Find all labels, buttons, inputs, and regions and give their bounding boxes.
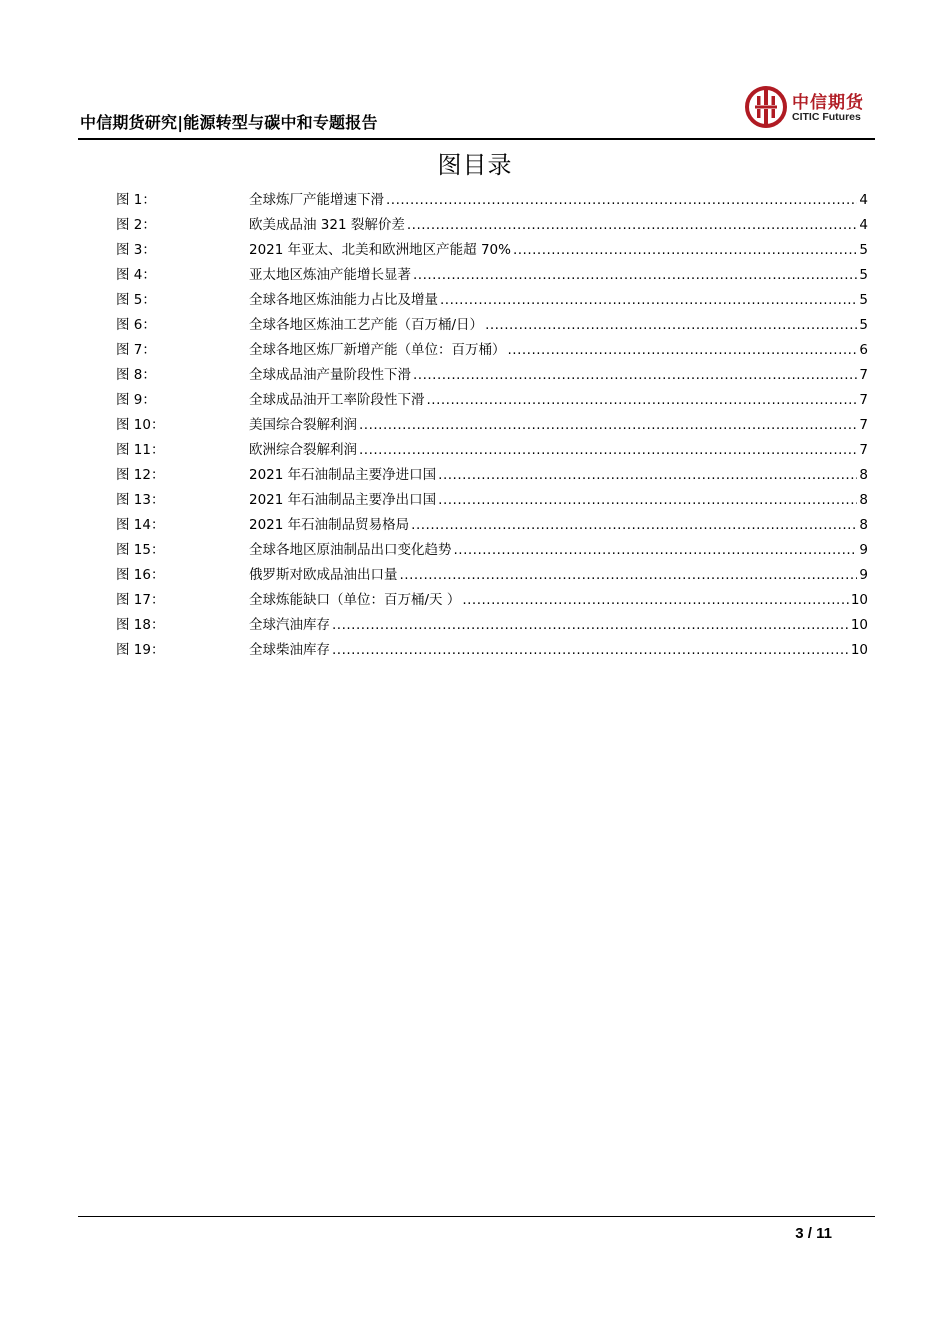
toc-entry-page: 5: [859, 292, 868, 308]
toc-entry-label: 图 6：: [116, 317, 156, 333]
toc-dot-leader: [400, 563, 858, 588]
toc-dot-leader: [413, 363, 857, 388]
toc-dot-leader: [386, 188, 857, 213]
logo-english-name: CITIC Futures: [792, 111, 861, 123]
toc-entry[interactable]: [116, 213, 868, 238]
toc-entry-page: 8: [859, 492, 868, 508]
toc-entry-label: 图 16：: [116, 567, 165, 583]
toc-entry-page: 4: [859, 217, 868, 233]
toc-entry-page: 8: [859, 517, 868, 533]
toc-entry-title[interactable]: 2021 年石油制品主要净出口国: [249, 492, 437, 508]
toc-entry[interactable]: [116, 238, 868, 263]
toc-dot-leader: [332, 638, 849, 663]
toc-dot-leader: [438, 463, 857, 488]
toc-entry-label: 图 2：: [116, 217, 156, 233]
toc-dot-leader: [440, 288, 857, 313]
toc-entry-title[interactable]: 全球各地区炼油能力占比及增量: [249, 292, 438, 308]
toc-entry-title[interactable]: 俄罗斯对欧成品油出口量: [249, 567, 398, 583]
toc-entry-page: 5: [859, 267, 868, 283]
toc-entry[interactable]: [116, 338, 868, 363]
toc-entry[interactable]: [116, 638, 868, 663]
toc-dot-leader: [359, 413, 857, 438]
citic-futures-logo: [745, 86, 875, 130]
toc-entry-label: 图 5：: [116, 292, 156, 308]
toc-entry-page: 7: [859, 442, 868, 458]
page-number: 3 / 11: [795, 1225, 832, 1242]
toc-entry[interactable]: [116, 313, 868, 338]
toc-dot-leader: [411, 513, 857, 538]
toc-entry[interactable]: [116, 363, 868, 388]
toc-entry-page: 10: [850, 592, 868, 608]
toc-entry[interactable]: [116, 538, 868, 563]
toc-entry-label: 图 9：: [116, 392, 156, 408]
toc-entry-page: 6: [859, 342, 868, 358]
page-header: [78, 80, 875, 140]
toc-dot-leader: [438, 488, 857, 513]
toc-entry-label: 图 15：: [116, 542, 165, 558]
toc-dot-leader: [407, 213, 858, 238]
toc-entry-label: 图 10：: [116, 417, 165, 433]
toc-entry[interactable]: [116, 563, 868, 588]
toc-entry-title[interactable]: 全球成品油开工率阶段性下滑: [249, 392, 425, 408]
figure-list: [116, 188, 868, 663]
toc-entry[interactable]: [116, 413, 868, 438]
toc-entry-page: 10: [850, 617, 868, 633]
toc-dot-leader: [427, 388, 858, 413]
toc-entry[interactable]: [116, 388, 868, 413]
toc-entry-title[interactable]: 全球炼能缺口（单位：百万桶/天 ）: [249, 592, 461, 608]
toc-dot-leader: [332, 613, 849, 638]
toc-dot-leader: [413, 263, 857, 288]
toc-entry-title[interactable]: 2021 年亚太、北美和欧洲地区产能超 70%: [249, 242, 511, 258]
toc-dot-leader: [513, 238, 857, 263]
toc-entry-page: 7: [859, 417, 868, 433]
toc-entry-page: 7: [859, 367, 868, 383]
toc-entry-title[interactable]: 欧洲综合裂解利润: [249, 442, 357, 458]
toc-entry-label: 图 11：: [116, 442, 165, 458]
toc-entry[interactable]: [116, 613, 868, 638]
toc-entry-label: 图 14：: [116, 517, 165, 533]
toc-entry-page: 9: [859, 542, 868, 558]
toc-entry-page: 9: [859, 567, 868, 583]
toc-entry-title[interactable]: 全球炼厂产能增速下滑: [249, 192, 384, 208]
toc-entry-title[interactable]: 全球柴油库存: [249, 642, 330, 658]
toc-entry-title[interactable]: 全球汽油库存: [249, 617, 330, 633]
logo-chinese-name: 中信期货: [792, 93, 864, 113]
report-title: 中信期货研究|能源转型与碳中和专题报告: [80, 113, 378, 132]
toc-entry-title[interactable]: 全球各地区原油制品出口变化趋势: [249, 542, 452, 558]
toc-entry-label: 图 3：: [116, 242, 156, 258]
toc-entry-label: 图 17：: [116, 592, 165, 608]
toc-entry-label: 图 4：: [116, 267, 156, 283]
toc-entry-title[interactable]: 全球成品油产量阶段性下滑: [249, 367, 411, 383]
page-footer: [78, 1216, 875, 1242]
toc-dot-leader: [454, 538, 858, 563]
toc-entry-label: 图 1：: [116, 192, 156, 208]
toc-entry[interactable]: [116, 588, 868, 613]
toc-entry-title[interactable]: 全球各地区炼油工艺产能（百万桶/日）: [249, 317, 484, 333]
toc-entry[interactable]: [116, 288, 868, 313]
toc-entry[interactable]: [116, 513, 868, 538]
citic-logo-icon: [745, 86, 787, 128]
toc-entry-page: 7: [859, 392, 868, 408]
toc-entry-title[interactable]: 欧美成品油 321 裂解价差: [249, 217, 405, 233]
toc-entry[interactable]: [116, 188, 868, 213]
toc-entry-page: 4: [859, 192, 868, 208]
toc-entry-page: 10: [850, 642, 868, 658]
toc-entry-label: 图 13：: [116, 492, 165, 508]
toc-entry-label: 图 8：: [116, 367, 156, 383]
toc-entry[interactable]: [116, 438, 868, 463]
toc-entry[interactable]: [116, 463, 868, 488]
toc-entry-title[interactable]: 美国综合裂解利润: [249, 417, 357, 433]
figure-list-title: 图目录: [437, 151, 513, 179]
toc-entry-title[interactable]: 亚太地区炼油产能增长显著: [249, 267, 411, 283]
toc-entry-label: 图 7：: [116, 342, 156, 358]
toc-entry-page: 5: [859, 317, 868, 333]
toc-entry[interactable]: [116, 263, 868, 288]
toc-dot-leader: [359, 438, 857, 463]
toc-entry-title[interactable]: 2021 年石油制品贸易格局: [249, 517, 410, 533]
toc-entry-page: 5: [859, 242, 868, 258]
toc-entry-label: 图 18：: [116, 617, 165, 633]
toc-entry-label: 图 12：: [116, 467, 165, 483]
toc-entry-title[interactable]: 全球各地区炼厂新增产能（单位：百万桶）: [249, 342, 506, 358]
toc-dot-leader: [462, 588, 848, 613]
toc-entry-label: 图 19：: [116, 642, 165, 658]
toc-dot-leader: [508, 338, 858, 363]
toc-entry-title[interactable]: 2021 年石油制品主要净进口国: [249, 467, 437, 483]
toc-dot-leader: [485, 313, 857, 338]
toc-entry-page: 8: [859, 467, 868, 483]
toc-entry[interactable]: [116, 488, 868, 513]
